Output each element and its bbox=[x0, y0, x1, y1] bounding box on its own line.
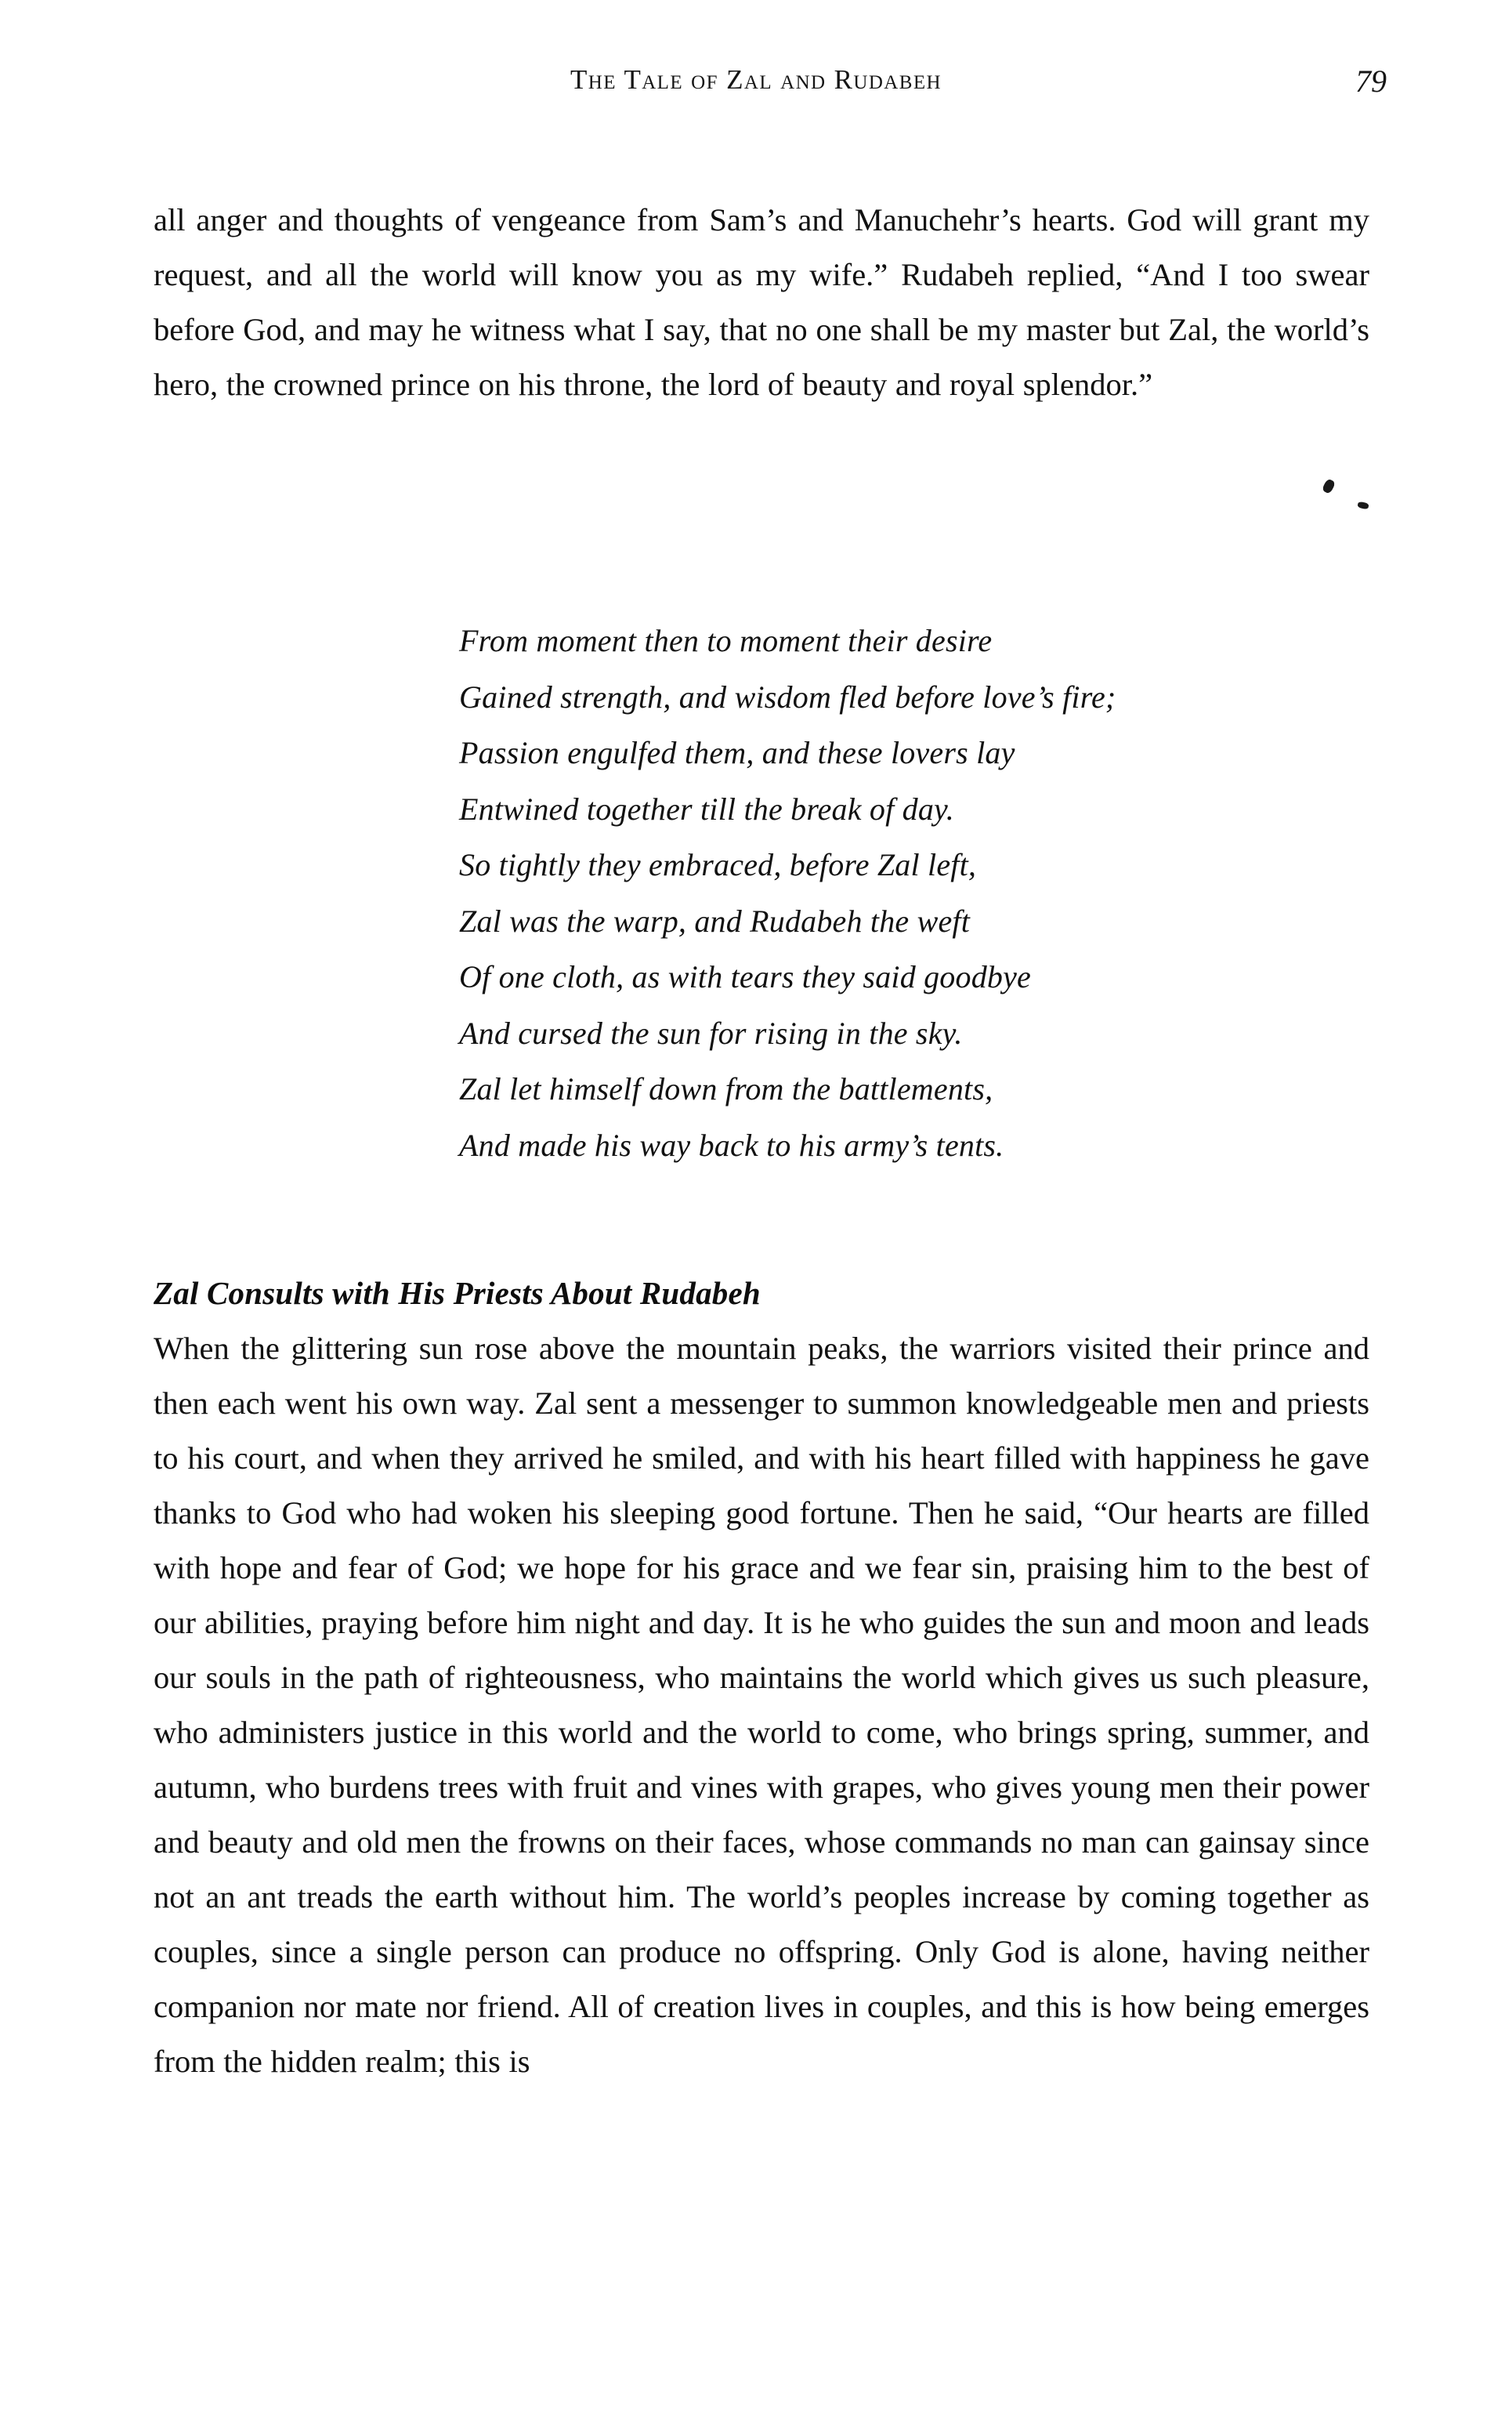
verse-line: And made his way back to his army’s tents. bbox=[459, 1127, 1004, 1163]
verse-line: Zal was the warp, and Rudabeh the weft bbox=[459, 903, 971, 939]
paragraph-continuation: all anger and thoughts of vengeance from Sam’s and Manuchehr’s hearts. God will grant my request, and all the world will know you as my wife.” Rudabeh replied, “And I too swear before God, and may he witness what I say, that no one shall be my master but Zal, the world’s hero, the crowned prince on his throne, the lord of beauty and royal splendor.” bbox=[154, 202, 1369, 402]
running-head: The Tale of Zal and Rudabeh bbox=[570, 64, 942, 95]
page-number: 79 bbox=[1355, 63, 1387, 99]
verse-line: From moment then to moment their desire bbox=[459, 623, 993, 658]
verse-line: Entwined together till the break of day. bbox=[459, 791, 954, 827]
verse-block bbox=[459, 613, 1321, 1173]
scan-speck-icon bbox=[1357, 502, 1369, 510]
section-heading: Zal Consults with His Priests About Rudabeh bbox=[154, 1275, 761, 1311]
verse-line: Passion engulfed them, and these lovers lay bbox=[459, 735, 1015, 770]
verse-line: Zal let himself down from the battlements, bbox=[459, 1071, 993, 1106]
verse-line: And cursed the sun for rising in the sky. bbox=[459, 1015, 963, 1051]
verse-line: So tightly they embraced, before Zal left, bbox=[459, 847, 977, 882]
paragraph-section-body: When the glittering sun rose above the mountain peaks, the warriors visited their prince and then each went his own way. Zal sent a messenger to summon knowledgeable men and priests to his court, and when they arrived he smiled, and with his heart filled with happiness he gave thanks to God who had woken his sleeping good fortune. Then he said, “Our hearts are filled with hope and fear of God; we hope for his grace and we fear sin, praising him to the best of our abilities, praying before him night and day. It is he who guides the sun and moon and leads our souls in the path of righteousness, who maintains the world which gives us such pleasure, who administers justice in this world and the world to come, who brings spring, summer, and autumn, who burdens trees with fruit and vines with grapes, who gives young men their power and beauty and old men the frowns on their faces, whose commands no man can gainsay since not an ant treads the earth without him. The world’s peoples increase by coming together as couples, since a single person can produce no offspring. Only God is alone, having neither companion nor mate nor friend. All of creation lives in couples, and this is how being emerges from the hidden realm; this is bbox=[154, 1331, 1369, 2079]
scan-speck-icon bbox=[1322, 478, 1337, 494]
text-block bbox=[154, 193, 1369, 2079]
verse-line: Of one cloth, as with tears they said goodbye bbox=[459, 959, 1032, 994]
verse-line: Gained strength, and wisdom fled before love’s fire; bbox=[459, 679, 1116, 715]
